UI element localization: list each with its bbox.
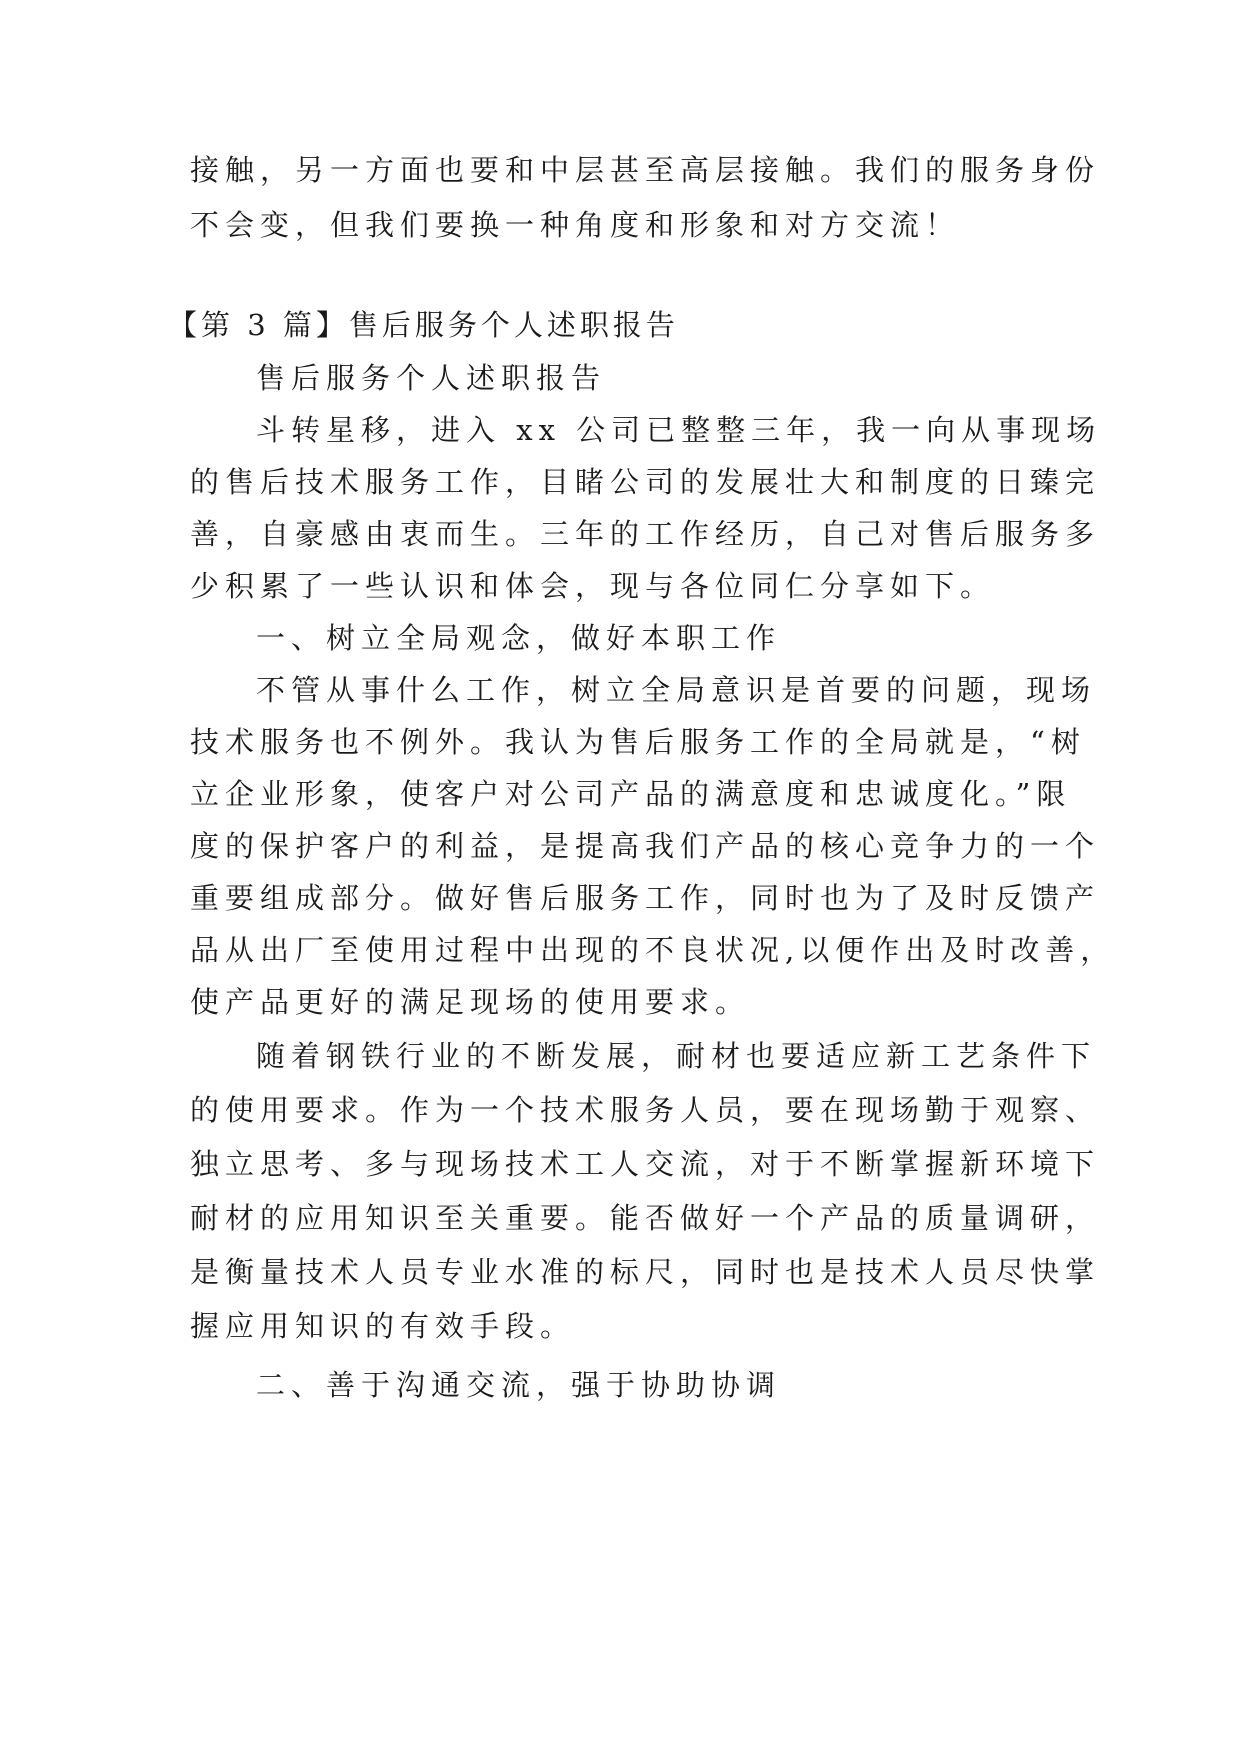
paragraph-3-line-6: 握应用知识的有效手段。 <box>190 1309 576 1343</box>
paragraph-3-line-1: 随着钢铁行业的不断发展，耐材也要适应新工艺条件下 <box>256 1039 1097 1073</box>
continuation-line-2: 不会变，但我们要换一种角度和形象和对方交流！ <box>190 208 961 242</box>
paragraph-2-line-2: 技术服务也不例外。我认为售后服务工作的全局就是，“树 <box>190 725 1086 759</box>
paragraph-3-line-5: 是衡量技术人员专业水准的标尺，同时也是技术人员尽快掌 <box>190 1255 1101 1289</box>
paragraph-1-line-3: 善，自豪感由衷而生。三年的工作经历，自己对售后服务多 <box>190 517 1101 551</box>
paragraph-1-line-2: 的售后技术服务工作，目睹公司的发展壮大和制度的日臻完 <box>190 465 1101 499</box>
paragraph-1-line-1: 斗转星移，进入 xx 公司已整整三年，我一向从事现场 <box>256 413 1102 447</box>
paragraph-2-line-5: 重要组成部分。做好售后服务工作，同时也为了及时反馈产 <box>190 881 1101 915</box>
paragraph-2-line-6: 品从出厂至使用过程中出现的不良状况,以便作出及时改善， <box>190 933 1116 967</box>
paragraph-2-line-1: 不管从事什么工作，树立全局意识是首要的问题，现场 <box>256 673 1097 707</box>
paragraph-2-line-3: 立企业形象，使客户对公司产品的满意度和忠诚度化。”限 <box>190 777 1072 811</box>
paragraph-2-line-4: 度的保护客户的利益，是提高我们产品的核心竞争力的一个 <box>190 829 1101 863</box>
paragraph-3-line-2: 的使用要求。作为一个技术服务人员，要在现场勤于观察、 <box>190 1093 1101 1127</box>
document-subtitle: 售后服务个人述职报告 <box>256 361 607 395</box>
point-2-heading: 二、善于沟通交流，强于协助协调 <box>256 1368 782 1402</box>
point-1-heading: 一、树立全局观念，做好本职工作 <box>256 621 782 655</box>
paragraph-2-line-7: 使产品更好的满足现场的使用要求。 <box>190 985 751 1019</box>
section-heading: 【第 3 篇】售后服务个人述职报告 <box>168 308 679 342</box>
paragraph-3-line-4: 耐材的应用知识至关重要。能否做好一个产品的质量调研， <box>190 1201 1101 1235</box>
continuation-line-1: 接触，另一方面也要和中层甚至高层接触。我们的服务身份 <box>190 153 1101 187</box>
paragraph-3-line-3: 独立思考、多与现场技术工人交流，对于不断掌握新环境下 <box>190 1147 1101 1181</box>
paragraph-1-line-4: 少积累了一些认识和体会，现与各位同仁分享如下。 <box>190 569 996 603</box>
